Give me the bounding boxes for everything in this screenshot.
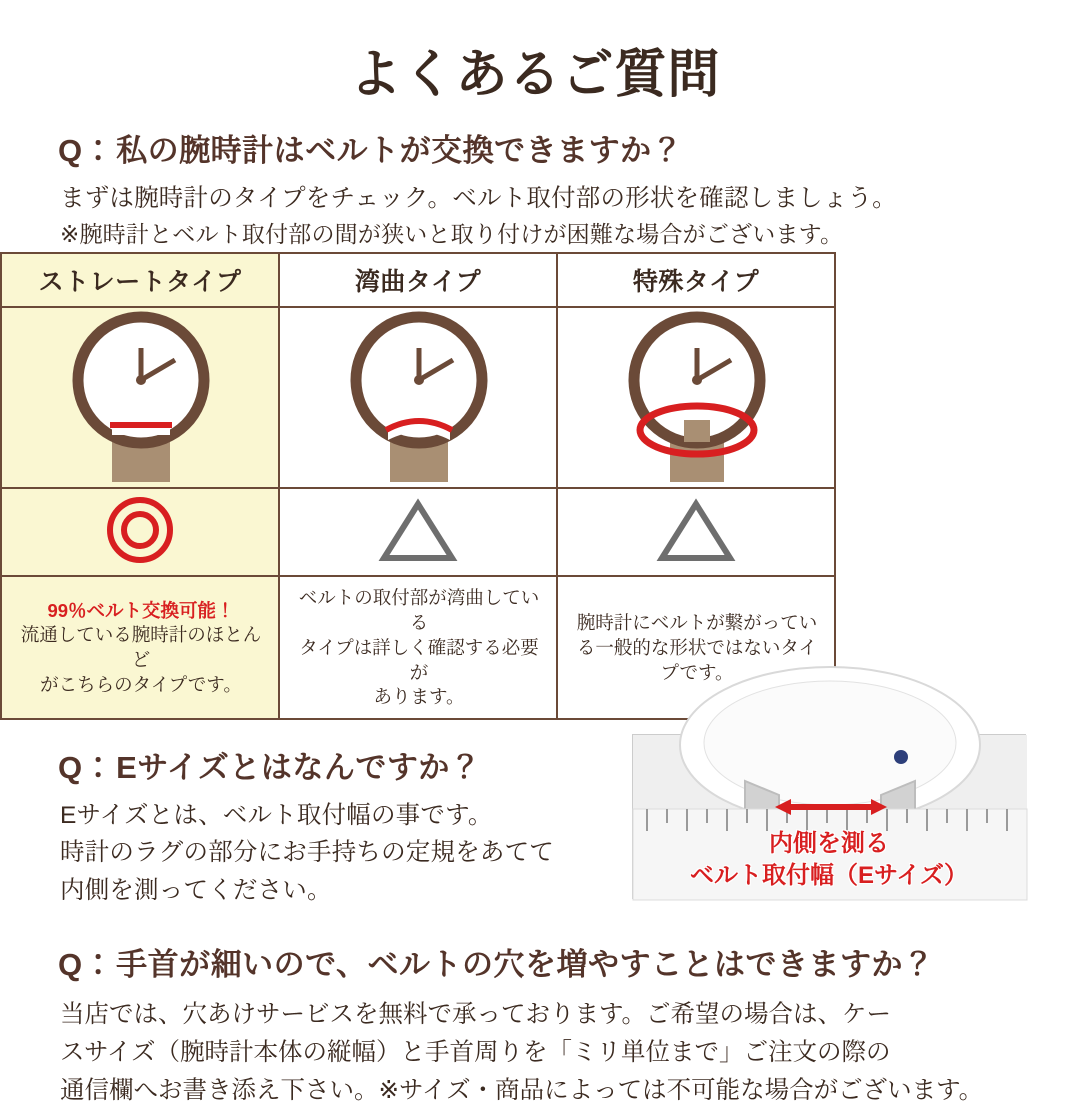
description-special-line2: る一般的な形状ではないタイ [576, 636, 818, 658]
table-header-straight: ストレートタイプ [1, 253, 279, 307]
watch-straight-icon [2, 308, 280, 482]
double-circle-icon [105, 495, 175, 565]
question-3-section [0, 939, 1070, 1110]
question-2-qmark: Q： [58, 750, 115, 786]
question-3-body-line3: 通信欄へお書き添え下さい。※サイズ・商品によっては不可能な場合がございます。 [60, 1076, 984, 1104]
question-2-body-line3: 内側を測ってください。 [60, 876, 332, 904]
table-header-special: 特殊タイプ [557, 253, 835, 307]
watch-type-table [0, 252, 836, 720]
watch-illustration-straight [1, 307, 279, 488]
description-straight-line2: がこちらのタイプです。 [40, 673, 242, 695]
triangle-icon [657, 496, 735, 564]
question-3-qmark: Q： [58, 946, 115, 982]
question-1-text: 私の腕時計はベルトが交換できますか？ [116, 133, 684, 168]
photo-caption-1: 内側を測る [769, 830, 889, 858]
question-1-heading [0, 125, 1070, 170]
table-header-curved: 湾曲タイプ [279, 253, 557, 307]
description-special-line3: プです。 [660, 661, 734, 683]
table-row-headers [1, 253, 835, 307]
question-2-section [0, 742, 1070, 909]
description-curved-line1: ベルトの取付部が湾曲している [298, 587, 540, 633]
watch-illustration-special [557, 307, 835, 488]
mark-straight [1, 488, 279, 576]
photo-caption-2: ベルト取付幅（Eサイズ） [689, 862, 969, 890]
watch-curved-icon [280, 308, 558, 482]
question-2-text: Eサイズとはなんですか？ [116, 750, 482, 786]
table-row-marks [1, 488, 835, 576]
description-curved-line2: タイプは詳しく確認する必要が [299, 636, 539, 683]
watch-illustration-curved [279, 307, 557, 488]
mark-curved [279, 488, 557, 576]
question-3-body-line1: 当店では、穴あけサービスを無料で承っております。ご希望の場合は、ケー [60, 1000, 892, 1028]
question-2-body-line1: Eサイズとは、ベルト取付幅の事です。 [60, 802, 493, 830]
page-title: よくあるご質問 [349, 46, 721, 104]
description-straight [1, 576, 279, 719]
question-1-body-line2: ※腕時計とベルト取付部の間が狭いと取り付けが困難な場合がございます。 [60, 221, 844, 248]
question-3-body [0, 984, 1070, 1110]
triangle-icon [379, 496, 457, 564]
question-1-body-line1: まずは腕時計のタイプをチェック。ベルト取付部の形状を確認しましょう。 [60, 185, 897, 212]
question-2-body-line2: 時計のラグの部分にお手持ちの定規をあてて [60, 839, 554, 867]
description-curved [279, 576, 557, 719]
question-3-body-line2: スサイズ（腕時計本体の縦幅）と手首周りを「ミリ単位まで」ご注文の際の [60, 1038, 891, 1066]
question-1-body [0, 170, 1070, 252]
description-curved-line3: あります。 [373, 686, 465, 708]
table-row-illustrations [1, 307, 835, 488]
question-1-qmark: Q： [58, 133, 115, 168]
description-straight-red: 99％ベルト交換可能！ [47, 599, 235, 621]
e-size-photo [632, 734, 1026, 899]
mark-special [557, 488, 835, 576]
watch-special-icon [558, 308, 836, 482]
question-3-text: 手首が細いので、ベルトの穴を増やすことはできますか？ [116, 946, 935, 982]
description-special-line1: 腕時計にベルトが繋がってい [576, 611, 818, 633]
question-3-heading [0, 939, 1070, 984]
description-straight-line1: 流通している腕時計のほとんど [20, 624, 262, 671]
